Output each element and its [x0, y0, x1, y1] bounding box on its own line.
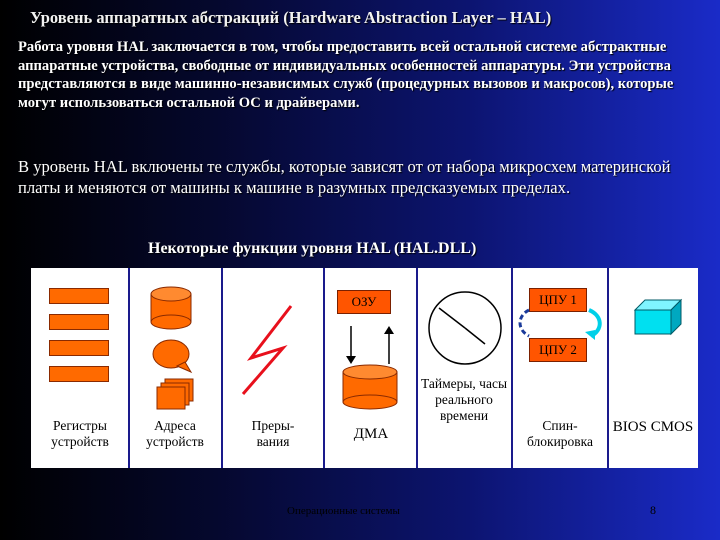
pages-stack-icon — [157, 379, 193, 409]
column-divider — [221, 268, 223, 468]
paragraph-hal-purpose: Работа уровня HAL заключается в том, чтобы предоставить всей остальной системе абстрактные аппаратные устройства, свободные от индивидуальных особенностей аппаратуры. Эти устройства представляются в виде машинно-независимых служб (процедурных вызовов и макросов), которые могут использоваться остальной ОС и драйверами. — [18, 39, 674, 111]
cpu2-badge: ЦПУ 2 — [529, 338, 587, 362]
bidirectional-arrows-icon — [346, 326, 394, 364]
column-label-timers: Таймеры, часы реального времени — [420, 376, 508, 423]
column-divider — [323, 268, 325, 468]
clock-icon — [423, 286, 509, 372]
address-icons — [143, 284, 213, 424]
cylinder-icon — [343, 365, 397, 409]
speech-bubble-icon — [153, 340, 191, 372]
paragraph-hal-services: В уровень HAL включены те службы, которые зависят от от набора микросхем материнской платы и меняются от машины к машине в разумных предсказуемых пределах. — [18, 157, 671, 197]
column-label-registers: Регистры устройств — [51, 418, 109, 449]
column-label-spinlock: Спин-блокировка — [526, 418, 594, 449]
register-bar-icon — [49, 288, 109, 304]
cylinder-icon — [151, 287, 191, 329]
register-bar-icon — [49, 314, 109, 330]
column-label-addresses: Адреса устройств — [146, 418, 204, 449]
column-divider — [416, 268, 418, 468]
page-number: 8 — [650, 503, 656, 517]
cpu1-badge: ЦПУ 1 — [529, 288, 587, 312]
column-label-bios: BIOS CMOS — [612, 419, 694, 435]
chip-cube-icon — [629, 294, 689, 344]
hal-functions-diagram — [31, 268, 698, 468]
dma-icons — [331, 320, 411, 440]
column-label-interrupts: Преры- вания — [251, 418, 295, 449]
lightning-icon — [229, 298, 319, 398]
ram-badge: ОЗУ — [337, 290, 391, 314]
slide-title: Уровень аппаратных абстракций (Hardware Abstraction Layer – HAL) — [30, 8, 552, 27]
column-divider — [128, 268, 130, 468]
register-bar-icon — [49, 340, 109, 356]
register-bar-icon — [49, 366, 109, 382]
column-label-dma: ДМА — [353, 426, 389, 442]
section-title: Некоторые функции уровня HAL (HAL.DLL) — [148, 240, 477, 257]
footer-text: Операционные системы — [287, 505, 400, 517]
